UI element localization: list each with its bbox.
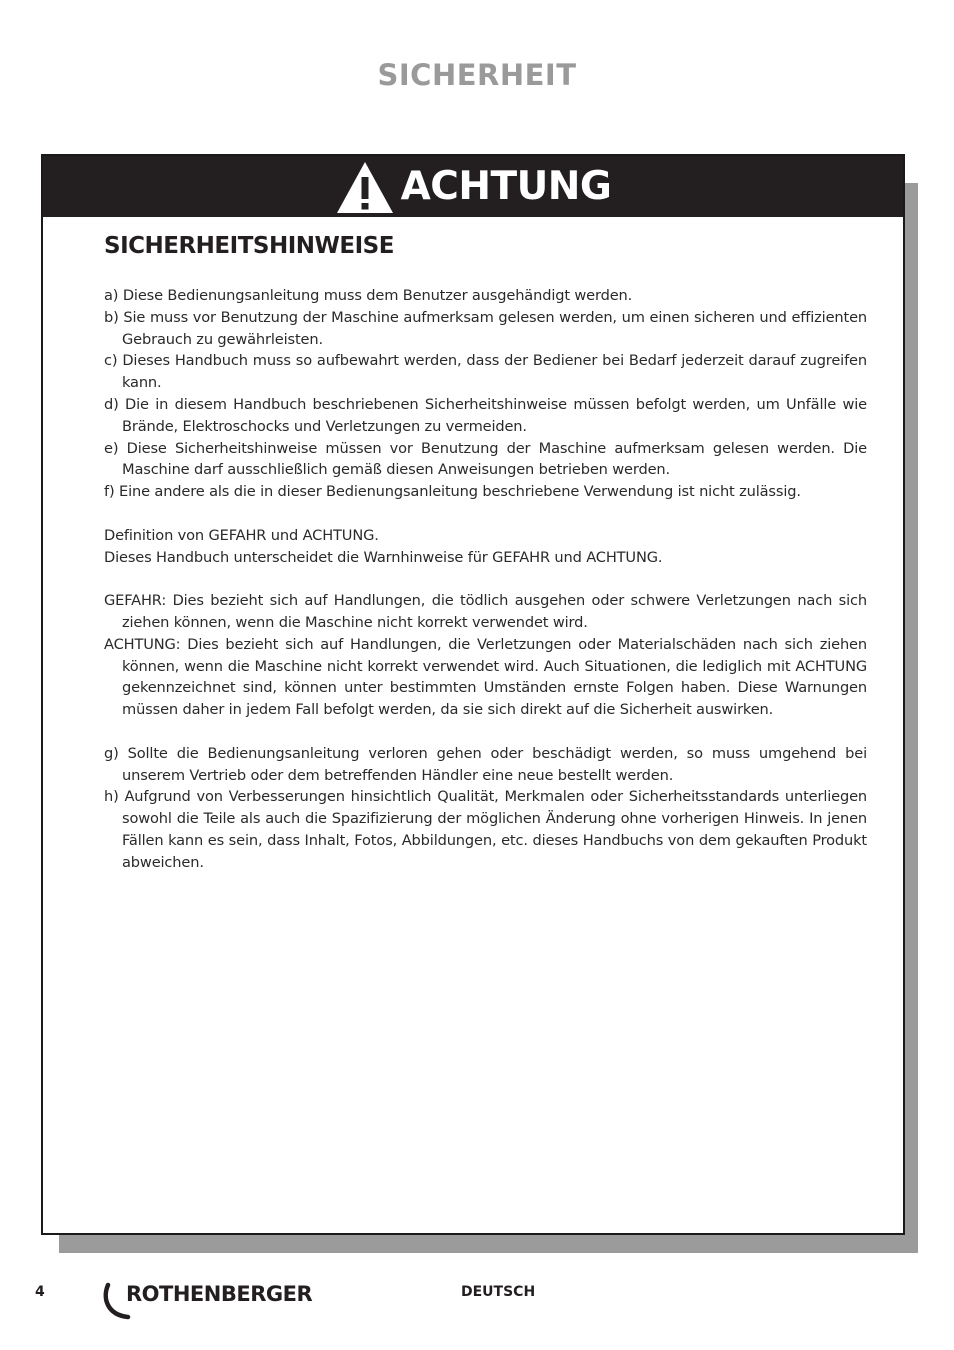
language-label: DEUTSCH xyxy=(461,1284,536,1300)
page-number: 4 xyxy=(35,1284,45,1300)
list-item: d) Die in diesem Handbuch beschriebenen Sicherheitshinweise müssen befolgt werden, um Unfälle wie Brände, Elektroschocks und Verletzungen zu vermeiden. xyxy=(104,395,867,435)
list-item: ACHTUNG: Dies bezieht sich auf Handlungen, die Verletzungen oder Materialschäden nach sich ziehen können, wenn die Maschine nicht korrekt verwendet wird. Auch Situationen, die lediglich mit ACHTUNG gekennzeichnet sind, können unter bestimmten Umständen ernste Folgen haben. Diese Warnungen müssen daher in jedem Fall befolgt werden, da sie sich direkt auf die Sicherheit auswirken. xyxy=(104,635,867,719)
warning-banner xyxy=(43,156,903,217)
safety-list-2 xyxy=(104,590,867,721)
safety-list-1 xyxy=(104,285,867,503)
banner-title: ACHTUNG xyxy=(400,164,612,209)
list-item: e) Diese Sicherheitshinweise müssen vor Benutzung der Maschine aufmerksam gelesen werden. Die Maschine darf ausschließlich gemäß diesen Anweisungen betrieben werden. xyxy=(104,439,867,479)
definition-line: Dieses Handbuch unterscheidet die Warnhinweise für GEFAHR und ACHTUNG. xyxy=(104,548,663,566)
list-item: h) Aufgrund von Verbesserungen hinsichtlich Qualität, Merkmalen oder Sicherheitsstandards unterliegen sowohl die Teile als auch die Spazifizierung der möglichen Änderung ohne vorherigen Hinweis. In jenen Fällen kann es sein, dass Inhalt, Fotos, Abbildungen, etc. dieses Handbuchs von dem gekauften Produkt abweichen. xyxy=(104,788,867,871)
warning-box xyxy=(41,154,905,1235)
list-item: GEFAHR: Dies bezieht sich auf Handlungen, die tödlich ausgehen oder schwere Verletzungen nach sich ziehen können, wenn die Maschine nicht korrekt verwendet wird. xyxy=(104,592,867,631)
warning-triangle-icon xyxy=(335,160,395,215)
list-item: a) Diese Bedienungsanleitung muss dem Benutzer ausgehändigt werden. xyxy=(104,287,633,304)
safety-list-3 xyxy=(104,743,867,874)
page-title: SICHERHEIT xyxy=(377,58,577,92)
warning-content xyxy=(104,233,867,874)
section-title: SICHERHEITSHINWEISE xyxy=(104,233,394,259)
list-item: g) Sollte die Bedienungsanleitung verloren gehen oder beschädigt werden, so muss umgehend bei unserem Vertrieb oder dem betreffenden Händler eine neue bestellt werden. xyxy=(104,744,867,784)
list-item: b) Sie muss vor Benutzung der Maschine aufmerksam gelesen werden, um einen sicheren und effizienten Gebrauch zu gewährleisten. xyxy=(104,308,867,348)
list-item: f) Eine andere als die in dieser Bedienungsanleitung beschriebene Verwendung ist nicht zulässig. xyxy=(104,483,801,501)
definition-line: Definition von GEFAHR und ACHTUNG. xyxy=(104,526,379,544)
brand-name: ROTHENBERGER xyxy=(126,1282,313,1306)
list-item: c) Dieses Handbuch muss so aufbewahrt werden, dass der Bediener bei Bedarf jederzeit darauf zugreifen kann. xyxy=(104,352,867,392)
brand-logo xyxy=(100,1277,345,1321)
